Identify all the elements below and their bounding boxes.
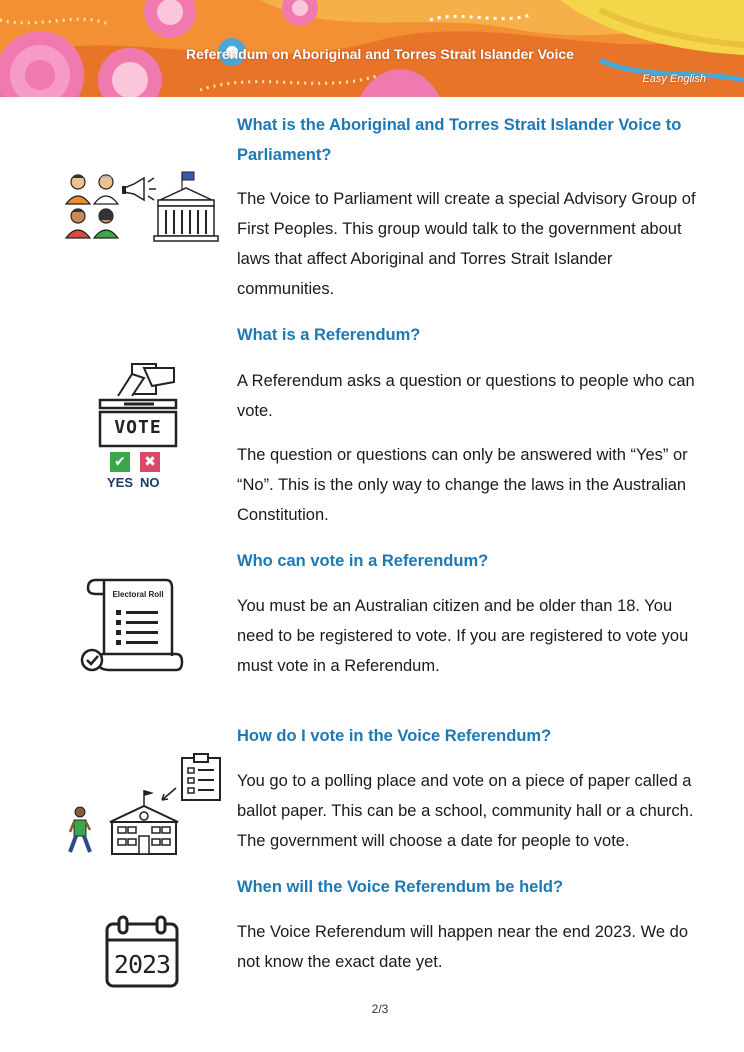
section-heading-voice: What is the Aboriginal and Torres Strait Islander Voice to Parliament? xyxy=(237,116,682,164)
page-number: 2/3 xyxy=(371,1002,389,1016)
section-heading-referendum: What is a Referendum? xyxy=(237,326,421,344)
header-banner xyxy=(0,0,744,97)
banner-title: Referendum on Aboriginal and Torres Strait Islander Voice xyxy=(186,46,574,62)
section-paragraph: You must be an Australian citizen and be older than 18. You need to be registered to vote. If you are registered to vote you must vote in a Referendum. xyxy=(237,597,689,675)
section-paragraph: A Referendum asks a question or questions to people who can vote. xyxy=(237,372,695,420)
section-paragraph: The Voice Referendum will happen near the end 2023. We do not know the exact date yet. xyxy=(237,923,688,971)
electoral-roll-icon xyxy=(80,576,184,676)
section-heading-who-can-vote: Who can vote in a Referendum? xyxy=(237,552,489,570)
section-paragraph: You go to a polling place and vote on a piece of paper called a ballot paper. This can be a school, community hall or a church. The government will choose a date for people to vote. xyxy=(237,772,694,850)
yes-check-icon: ✔ xyxy=(110,452,130,472)
section-heading-when: When will the Voice Referendum be held? xyxy=(237,878,564,896)
section-paragraph: The Voice to Parliament will create a special Advisory Group of First Peoples. This group would talk to the government about laws that affect Aboriginal and Torres Strait Islander communities. xyxy=(237,190,696,298)
no-label: NO xyxy=(140,475,160,490)
yes-label: YES xyxy=(107,475,134,490)
calendar-icon xyxy=(104,914,180,990)
ballot-box-icon xyxy=(96,360,180,492)
banner-subtitle: Easy English xyxy=(642,73,706,85)
people-parliament-icon xyxy=(62,170,222,247)
electoral-roll-label: Electoral Roll xyxy=(112,590,164,599)
polling-place-icon xyxy=(62,752,228,863)
calendar-year: 2023 xyxy=(113,950,171,979)
no-cross-icon: ✖ xyxy=(140,452,160,472)
section-paragraph: The question or questions can only be answered with “Yes” or “No”. This is the only way to change the laws in the Australian Constitution. xyxy=(237,446,688,524)
ballot-box-label: VOTE xyxy=(114,417,162,438)
section-heading-how-to-vote: How do I vote in the Voice Referendum? xyxy=(237,727,552,745)
